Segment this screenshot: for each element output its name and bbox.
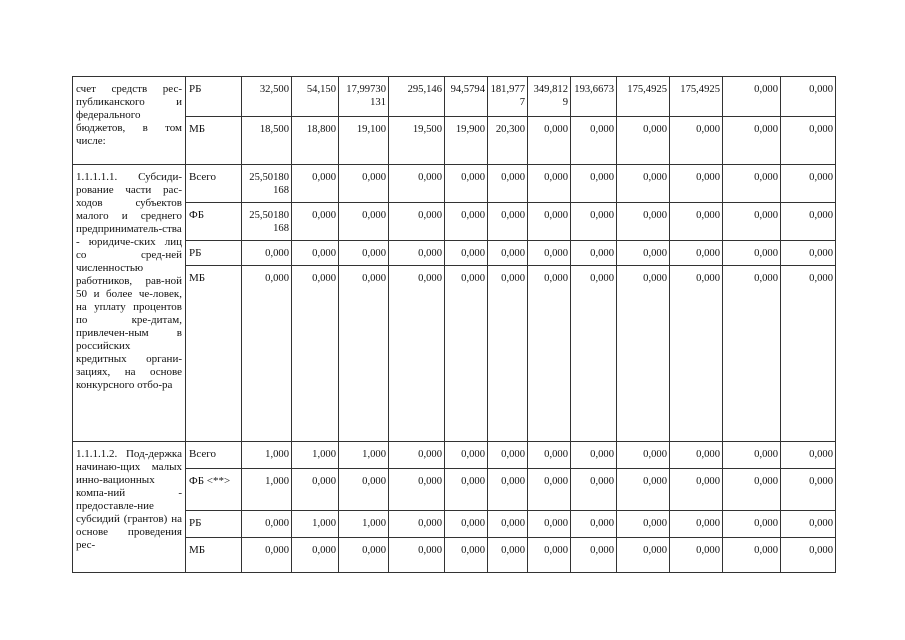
table-row (73, 538, 836, 573)
table-row (73, 165, 836, 203)
value-cell: 181,9777 (488, 77, 528, 117)
value-cell: 1,000 (339, 511, 389, 538)
value-cell: 0,000 (445, 203, 488, 241)
value-cell: 0,000 (445, 165, 488, 203)
value-cell: 0,000 (571, 165, 617, 203)
value-cell: 0,000 (339, 203, 389, 241)
value-cell: 0,000 (389, 266, 445, 442)
value-cell: 0,000 (670, 469, 723, 511)
value-cell: 0,000 (723, 165, 781, 203)
value-cell: 1,000 (242, 469, 292, 511)
value-cell: 0,000 (528, 469, 571, 511)
value-cell: 175,4925 (670, 77, 723, 117)
value-cell: 0,000 (292, 538, 339, 573)
value-cell: 0,000 (488, 203, 528, 241)
value-cell: 0,000 (488, 538, 528, 573)
value-cell: 94,5794 (445, 77, 488, 117)
funding-source: РБ (186, 241, 242, 266)
value-cell: 0,000 (389, 511, 445, 538)
value-cell: 0,000 (723, 203, 781, 241)
value-cell: 0,000 (242, 241, 292, 266)
value-cell: 0,000 (781, 469, 836, 511)
value-cell: 0,000 (781, 117, 836, 165)
table-row (73, 241, 836, 266)
value-cell: 19,100 (339, 117, 389, 165)
value-cell: 0,000 (781, 538, 836, 573)
value-cell: 0,000 (528, 511, 571, 538)
value-cell: 32,500 (242, 77, 292, 117)
value-cell: 0,000 (445, 266, 488, 442)
value-cell: 0,000 (528, 538, 571, 573)
value-cell: 0,000 (339, 165, 389, 203)
value-cell: 0,000 (617, 241, 670, 266)
value-cell: 0,000 (571, 203, 617, 241)
value-cell: 0,000 (571, 442, 617, 469)
value-cell: 0,000 (528, 442, 571, 469)
value-cell: 0,000 (723, 117, 781, 165)
value-cell: 0,000 (528, 117, 571, 165)
value-cell: 0,000 (242, 266, 292, 442)
value-cell: 0,000 (571, 117, 617, 165)
value-cell: 0,000 (242, 511, 292, 538)
value-cell: 0,000 (781, 77, 836, 117)
value-cell: 0,000 (723, 241, 781, 266)
value-cell: 17,99730131 (339, 77, 389, 117)
value-cell: 0,000 (389, 442, 445, 469)
value-cell: 0,000 (723, 538, 781, 573)
value-cell: 0,000 (670, 442, 723, 469)
value-cell: 0,000 (528, 266, 571, 442)
value-cell: 0,000 (781, 203, 836, 241)
value-cell: 0,000 (571, 241, 617, 266)
table-row (73, 203, 836, 241)
value-cell: 193,6673 (571, 77, 617, 117)
value-cell: 19,500 (389, 117, 445, 165)
value-cell: 19,900 (445, 117, 488, 165)
funding-source: ФБ (186, 203, 242, 241)
value-cell: 0,000 (670, 203, 723, 241)
value-cell: 0,000 (670, 241, 723, 266)
value-cell: 175,4925 (617, 77, 670, 117)
value-cell: 18,500 (242, 117, 292, 165)
value-cell: 0,000 (488, 241, 528, 266)
value-cell: 1,000 (242, 442, 292, 469)
table-row (73, 77, 836, 117)
table-row (73, 469, 836, 511)
value-cell: 0,000 (571, 511, 617, 538)
value-cell: 0,000 (445, 538, 488, 573)
value-cell: 0,000 (571, 538, 617, 573)
value-cell: 0,000 (445, 469, 488, 511)
value-cell: 0,000 (445, 442, 488, 469)
value-cell: 0,000 (528, 241, 571, 266)
value-cell: 0,000 (292, 266, 339, 442)
value-cell: 0,000 (389, 469, 445, 511)
value-cell: 18,800 (292, 117, 339, 165)
value-cell: 0,000 (670, 538, 723, 573)
value-cell: 0,000 (617, 538, 670, 573)
value-cell: 0,000 (242, 538, 292, 573)
value-cell: 0,000 (617, 165, 670, 203)
value-cell: 0,000 (670, 266, 723, 442)
value-cell: 0,000 (339, 266, 389, 442)
value-cell: 0,000 (292, 203, 339, 241)
value-cell: 349,8129 (528, 77, 571, 117)
value-cell: 1,000 (292, 511, 339, 538)
funding-source: РБ (186, 511, 242, 538)
value-cell: 0,000 (617, 511, 670, 538)
value-cell: 54,150 (292, 77, 339, 117)
value-cell: 0,000 (389, 165, 445, 203)
value-cell: 0,000 (389, 203, 445, 241)
funding-source: МБ (186, 538, 242, 573)
value-cell: 0,000 (723, 77, 781, 117)
value-cell: 0,000 (670, 117, 723, 165)
value-cell: 0,000 (488, 469, 528, 511)
value-cell: 0,000 (571, 266, 617, 442)
value-cell: 0,000 (670, 511, 723, 538)
value-cell: 0,000 (488, 511, 528, 538)
value-cell: 0,000 (781, 442, 836, 469)
budget-table (72, 76, 836, 573)
table-row (73, 117, 836, 165)
funding-source: Всего (186, 442, 242, 469)
value-cell: 0,000 (445, 241, 488, 266)
funding-source: МБ (186, 266, 242, 442)
value-cell: 0,000 (617, 203, 670, 241)
value-cell: 0,000 (445, 511, 488, 538)
value-cell: 0,000 (723, 469, 781, 511)
value-cell: 0,000 (781, 241, 836, 266)
value-cell: 0,000 (389, 538, 445, 573)
value-cell: 0,000 (781, 165, 836, 203)
value-cell: 0,000 (339, 469, 389, 511)
value-cell: 0,000 (389, 241, 445, 266)
value-cell: 0,000 (617, 469, 670, 511)
value-cell: 0,000 (528, 203, 571, 241)
item-description: счет средств рес-публиканского и федерального бюджетов, в том числе: (73, 77, 186, 165)
item-description: 1.1.1.1.2. Под-держка начинаю-щих малых инно-вационных компа-ний - предоставле-ние субсидий (грантов) на основе проведения рес- (73, 442, 186, 573)
item-description: 1.1.1.1.1. Субсиди-рование части рас-ходов субъектов малого и среднего предприниматель-ства - юридиче-ских лиц со сред-ней численностью работников, рав-ной 50 и более че-ловек, на уплату процентов по кре-дитам, привлечен-ным в российских кредитных органи-зациях, на основе конкурсного отбо-ра (73, 165, 186, 442)
value-cell: 0,000 (723, 266, 781, 442)
value-cell: 0,000 (292, 241, 339, 266)
value-cell: 0,000 (670, 165, 723, 203)
value-cell: 0,000 (781, 266, 836, 442)
value-cell: 0,000 (571, 469, 617, 511)
budget-table-body (73, 77, 836, 573)
value-cell: 0,000 (723, 442, 781, 469)
funding-source: Всего (186, 165, 242, 203)
value-cell: 0,000 (488, 165, 528, 203)
funding-source: МБ (186, 117, 242, 165)
funding-source: ФБ <**> (186, 469, 242, 511)
value-cell: 0,000 (339, 538, 389, 573)
value-cell: 0,000 (723, 511, 781, 538)
value-cell: 0,000 (339, 241, 389, 266)
value-cell: 0,000 (528, 165, 571, 203)
value-cell: 0,000 (781, 511, 836, 538)
value-cell: 1,000 (339, 442, 389, 469)
value-cell: 0,000 (488, 442, 528, 469)
table-row (73, 511, 836, 538)
value-cell: 25,50180168 (242, 165, 292, 203)
value-cell: 0,000 (617, 442, 670, 469)
value-cell: 0,000 (488, 266, 528, 442)
value-cell: 295,146 (389, 77, 445, 117)
value-cell: 25,50180168 (242, 203, 292, 241)
value-cell: 0,000 (292, 165, 339, 203)
value-cell: 0,000 (617, 266, 670, 442)
value-cell: 0,000 (617, 117, 670, 165)
table-row (73, 442, 836, 469)
value-cell: 20,300 (488, 117, 528, 165)
value-cell: 0,000 (292, 469, 339, 511)
table-row (73, 266, 836, 442)
funding-source: РБ (186, 77, 242, 117)
value-cell: 1,000 (292, 442, 339, 469)
